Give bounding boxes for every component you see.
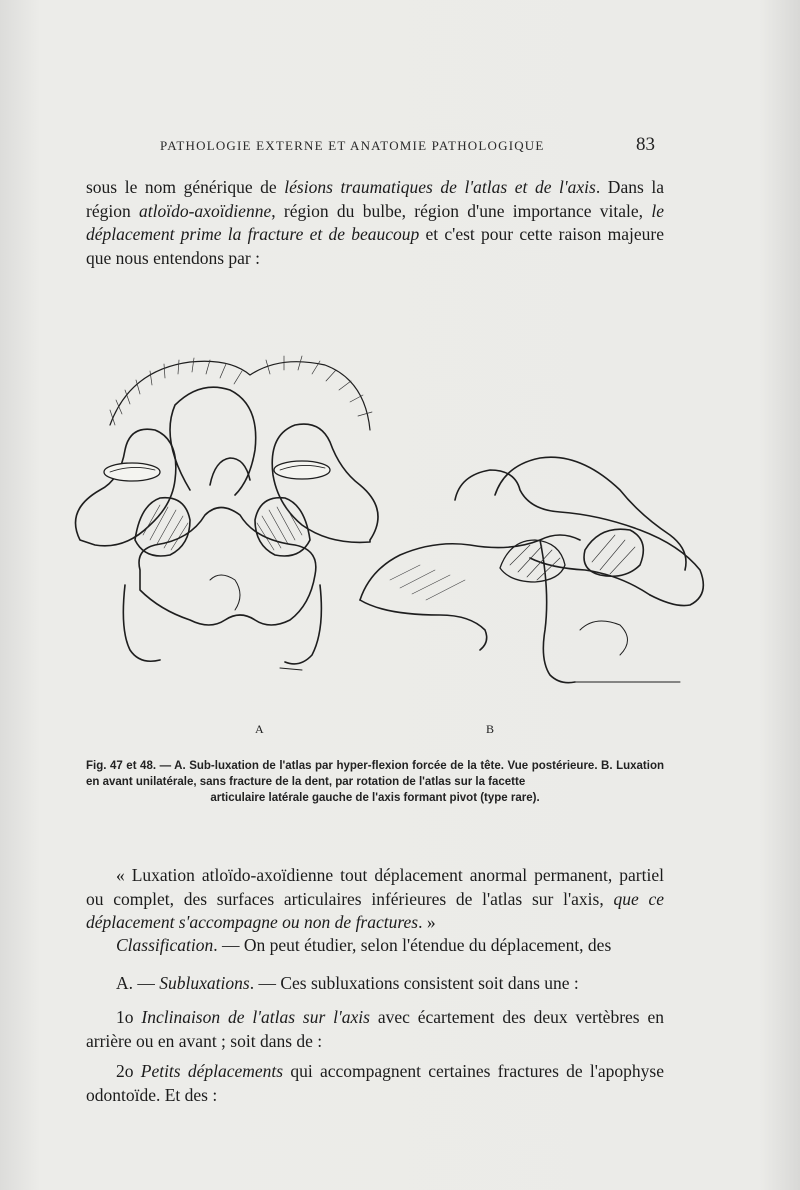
caption-line: Fig. 47 et 48. — A. Sub-luxation de l'atlas par hyper-flexion forcée de la tête. Vue postérieure. B. Luxation en avant unilatérale, sans fracture de la dent, par rotation de l'atlas sur la facette [86,760,664,788]
text-span: et c'est pour cette raison majeure que nous entendons par : [86,224,664,268]
text-span: A. — [116,973,160,993]
text-span: 2o [116,1061,141,1081]
figure-label-b: B [486,722,495,736]
figure-illustration [40,330,760,720]
paragraph-intro [86,176,664,270]
emphasis: Petits déplacements [140,1061,284,1081]
text-span: . — On peut étudier, selon l'étendue du déplacement, des [213,935,612,955]
emphasis: Subluxations [159,973,250,993]
text-span: . » [418,912,436,932]
text-span: qui accompagnent certaines fractures de l'apophyse odontoïde. Et des : [86,1061,664,1105]
text-span: . Dans la région [86,177,664,221]
paragraph-item-1 [86,1006,664,1053]
figure-b-drawing [360,457,703,683]
emphasis: atloïdo-axoïdienne [139,200,272,221]
emphasis: Inclinaison de l'atlas sur l'axis [141,1007,370,1027]
paragraph-subluxations [86,972,664,996]
figure-caption [86,758,664,806]
figure-label-a: A [255,722,264,736]
paragraph-classification [86,934,664,958]
running-head: PATHOLOGIE EXTERNE ET ANATOMIE PATHOLOGIQUE [160,138,545,153]
paragraph-item-2 [86,1060,664,1107]
paragraph-definition [86,864,664,935]
emphasis: Classification [116,935,214,955]
caption-line: articulaire latérale gauche de l'axis formant pivot (type rare). [210,792,540,804]
emphasis: que ce déplacement s'accompagne ou non de fractures [86,888,664,932]
text-span: « Luxation atloïdo-axoïdienne tout déplacement anormal permanent, partiel ou complet, des surfaces articulaires inférieures de l'atlas sur l'axis, [86,865,664,909]
emphasis: le déplacement prime la fracture et de beaucoup [86,200,664,244]
text-span: avec écartement des deux vertèbres en arrière ou en avant ; soit dans de : [86,1007,664,1051]
emphasis: lésions traumatiques de l'atlas et de l'axis [284,177,596,197]
page-number: 83 [636,134,655,155]
text-span: 1o [116,1007,142,1027]
text-span: . — Ces subluxations consistent soit dans une : [249,973,579,993]
figure-a-drawing [76,356,379,670]
text-span: , région du bulbe, région d'une importance vitale, [271,200,652,221]
vertebrae-drawing [40,330,760,720]
text-span: sous le nom générique de [86,177,285,197]
